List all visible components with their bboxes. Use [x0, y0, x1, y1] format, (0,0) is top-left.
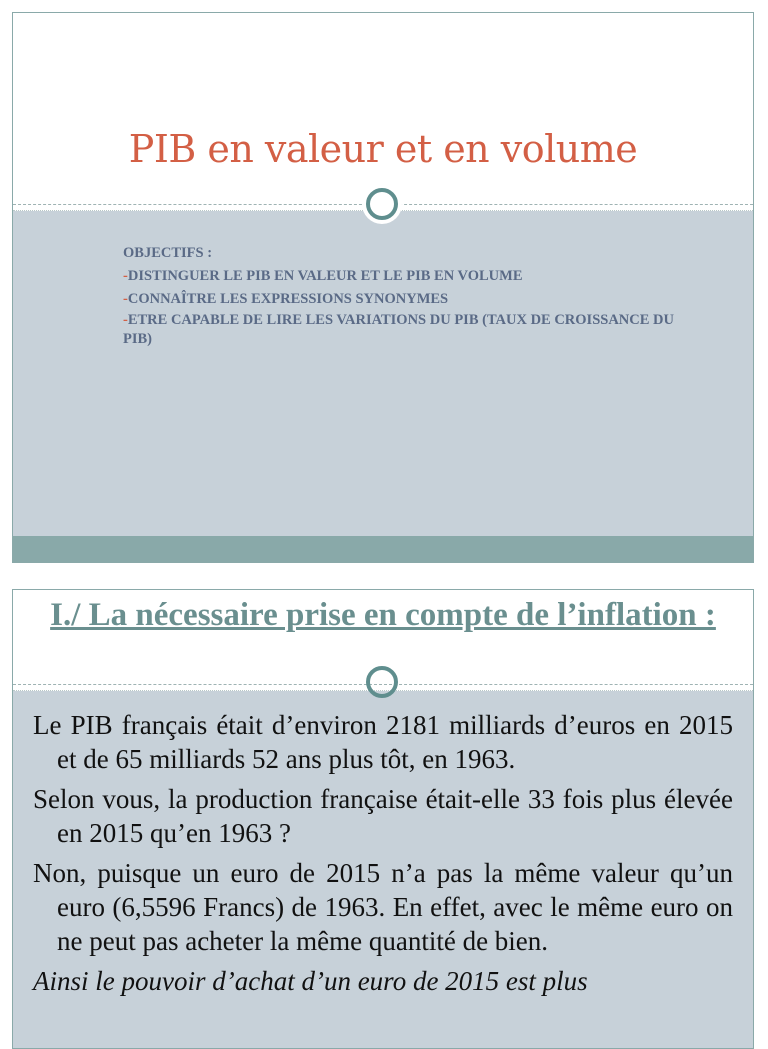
- objectives-heading: OBJECTIFS :: [123, 245, 213, 261]
- slide-2-content: [33, 708, 733, 1004]
- paragraph: Selon vous, la production française était-elle 33 fois plus élevée en 2015 qu’en 1963 ?: [33, 784, 733, 848]
- slide-2: [12, 589, 754, 1049]
- slide-1: [12, 12, 754, 563]
- circle-ornament-icon: [366, 666, 398, 698]
- footer-band: [13, 536, 753, 562]
- slide-2-title: I./ La nécessaire prise en compte de l’inflation :: [50, 597, 716, 633]
- objectives-list: [123, 242, 683, 349]
- bullet-dash: -: [123, 291, 128, 307]
- paragraph: Non, puisque un euro de 2015 n’a pas la même valeur qu’un euro (6,5596 Francs) de 1963. En effet, avec le même euro on ne peut pas acheter la même quantité de bien.: [33, 858, 733, 956]
- objective-text: DISTINGUER LE PIB EN VALEUR ET LE PIB EN VOLUME: [127, 268, 523, 284]
- objective-item: [123, 288, 683, 311]
- paragraph-italic: Ainsi le pouvoir d’achat d’un euro de 2015 est plus: [33, 966, 588, 996]
- objective-item: [123, 311, 683, 349]
- circle-ornament-icon: [366, 188, 398, 220]
- objective-text: CONNAÎTRE LES EXPRESSIONS SYNONYMES: [127, 291, 449, 307]
- objective-item: [123, 265, 683, 288]
- slide-1-title-area: [13, 13, 753, 208]
- objective-text: ETRE CAPABLE DE LIRE LES VARIATIONS DU PIB (TAUX DE CROISSANCE DU PIB): [123, 312, 674, 347]
- bullet-dash: -: [123, 312, 128, 328]
- paragraph: Le PIB français était d’environ 2181 milliards d’euros en 2015 et de 65 milliards 52 ans plus tôt, en 1963.: [33, 710, 733, 774]
- bullet-dash: -: [123, 268, 128, 284]
- slide-1-title: PIB en valeur et en volume: [128, 127, 638, 171]
